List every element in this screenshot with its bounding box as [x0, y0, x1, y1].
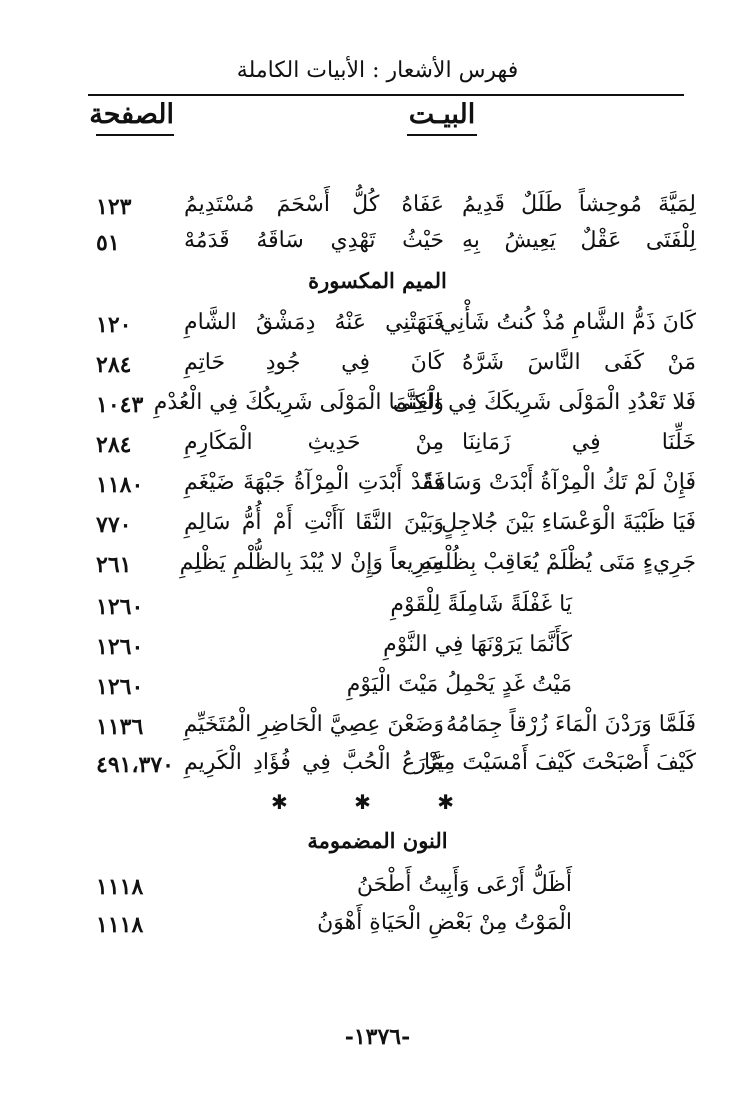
- page-number: ٢٨٤: [96, 432, 132, 458]
- page-number: ١١٣٦: [96, 714, 144, 740]
- first-hemistich: فَإِنْ لَمْ تَكُ الْمِرْآةُ أَبْدَتْ وَسَامَةً: [422, 470, 696, 495]
- section-heading-nun-madmuma: النون المضمومة: [307, 828, 448, 853]
- page-number: ١١١٨: [96, 874, 144, 900]
- first-hemistich: لِلْفَتَى عَقْلٌ يَعِيشُ بِهِ: [462, 228, 696, 253]
- page-number: ٢٦١: [96, 552, 132, 578]
- header-rule: [88, 94, 684, 96]
- first-hemistich: فَلا تَعْدُدِ الْمَوْلَى شَرِيكَكَ فِي الْغِنَى: [392, 390, 696, 415]
- first-hemistich: فَلَمَّا وَرَدْنَ الْمَاءَ زُرْقاً جِمَامُهُ: [445, 712, 696, 737]
- second-hemistich: فَنَهَتْنِي عَنْهُ دِمَشْقُ الشَّامِ: [184, 310, 444, 335]
- second-hemistich: يَزْرَعُ الْحُبَّ فِي فُؤَادِ الْكَرِيمِ: [184, 750, 444, 775]
- second-hemistich: سَرِيعاً وَإِنْ لا يُبْدَ بِالظُّلْمِ يَظْلِمِ: [179, 550, 444, 575]
- page-number: ١٢٦٠: [96, 634, 144, 660]
- verse-row: [0, 468, 755, 508]
- column-title-page: الصفحة: [96, 98, 174, 136]
- verse-row: [0, 348, 755, 388]
- page-number: ١٢٦٠: [96, 674, 144, 700]
- verse-row: [0, 590, 755, 630]
- verse-row: [0, 748, 755, 788]
- page-number: ١٢٣: [96, 194, 132, 220]
- page-number: ٤٩١،٣٧٠: [96, 752, 174, 778]
- first-hemistich: كَيْفَ أَصْبَحْتَ كَيْفَ أَمْسَيْتَ مِمَّا: [424, 750, 696, 775]
- page-number: ٢٨٤: [96, 352, 132, 378]
- verse-row: [0, 908, 755, 948]
- verse-row: [0, 308, 755, 348]
- page-number: ١٢٦٠: [96, 594, 144, 620]
- page-number: ١١١٨: [96, 912, 144, 938]
- verse-row: [0, 670, 755, 710]
- second-hemistich: وَضَعْنَ عِصِيَّ الْحَاضِرِ الْمُتَخَيِّمِ: [183, 712, 444, 737]
- first-hemistich: لِمَيَّةَ مُوحِشاً طَلَلٌ قَدِيمُ: [462, 192, 696, 217]
- second-hemistich: حَيْثُ تَهْدِي سَاقَهُ قَدَمُهْ: [184, 228, 444, 253]
- first-hemistich: كَانَ ذَمُّ الشَّامِ مُذْ كُنتُ شَأْنِي: [439, 310, 696, 335]
- single-verse: كَأَنَّمَا يَرَوْنَهَا فِي النَّوْمِ: [383, 632, 572, 657]
- first-hemistich: جَرِيءٍ مَتَى يُظْلَمْ يُعَاقِبْ بِظُلْمِهِ: [420, 550, 696, 575]
- second-hemistich: عَفَاهُ كُلُّ أَسْحَمَ مُسْتَدِيمُ: [184, 192, 444, 217]
- verse-row: [0, 226, 755, 266]
- second-hemistich: فَقَدْ أَبْدَتِ الْمِرْآةُ جَبْهَةَ ضَيْغَمِ: [184, 470, 444, 495]
- second-hemistich: وَبَيْنَ النَّقَا آأَنْتِ أَمْ أُمُّ سَالِمِ: [184, 510, 444, 535]
- verse-row: [0, 428, 755, 468]
- verse-row: [0, 870, 755, 910]
- single-verse: أَظَلُّ أَرْعَى وَأَبِيتُ أَطْحَنُ: [356, 872, 572, 897]
- verse-row: [0, 190, 755, 230]
- verse-row: [0, 388, 755, 428]
- page-number: ١٢٠: [96, 312, 132, 338]
- verse-row: [0, 630, 755, 670]
- verse-row: [0, 508, 755, 548]
- section-heading-mim-maksura: الميم المكسورة: [308, 268, 447, 293]
- page-number: ٥١: [96, 230, 120, 256]
- second-hemistich: مِنْ حَدِيثِ الْمَكَارِمِ: [184, 430, 444, 455]
- single-verse: يَا غَفْلَةً شَامِلَةً لِلْقَوْمِ: [390, 592, 572, 617]
- verse-row: [0, 548, 755, 588]
- page-number: ١٠٤٣: [96, 392, 144, 418]
- page-number: ٧٧٠: [96, 512, 132, 538]
- column-title-verse: البيـت: [407, 98, 477, 136]
- section-divider-stars: ✱ ✱ ✱: [271, 790, 484, 814]
- folio-page-number: -١٣٧٦-: [344, 1024, 411, 1050]
- verse-row: [0, 710, 755, 750]
- second-hemistich: وَلَكِنَّمَا الْمَوْلَى شَرِيكُكَ فِي الْعُدْمِ: [153, 390, 444, 415]
- running-head: فهرس الأشعار : الأبيات الكاملة: [236, 58, 519, 83]
- first-hemistich: خَلِّنَا فِي زَمَانِنَا: [462, 430, 696, 455]
- single-verse: مَيْتُ غَدٍ يَحْمِلُ مَيْتَ الْيَوْمِ: [346, 672, 572, 697]
- second-hemistich: كَانَ فِي جُودِ حَاتِمِ: [184, 350, 444, 375]
- page-number: ١١٨٠: [96, 472, 144, 498]
- first-hemistich: فَيَا ظَبْيَةَ الْوَعْسَاءِ بَيْنَ جُلاجِلٍ: [441, 510, 696, 535]
- single-verse: الْمَوْتُ مِنْ بَعْضِ الْحَيَاةِ أَهْوَنُ: [317, 910, 572, 935]
- first-hemistich: مَنْ كَفَى النَّاسَ شَرَّهُ: [462, 350, 696, 375]
